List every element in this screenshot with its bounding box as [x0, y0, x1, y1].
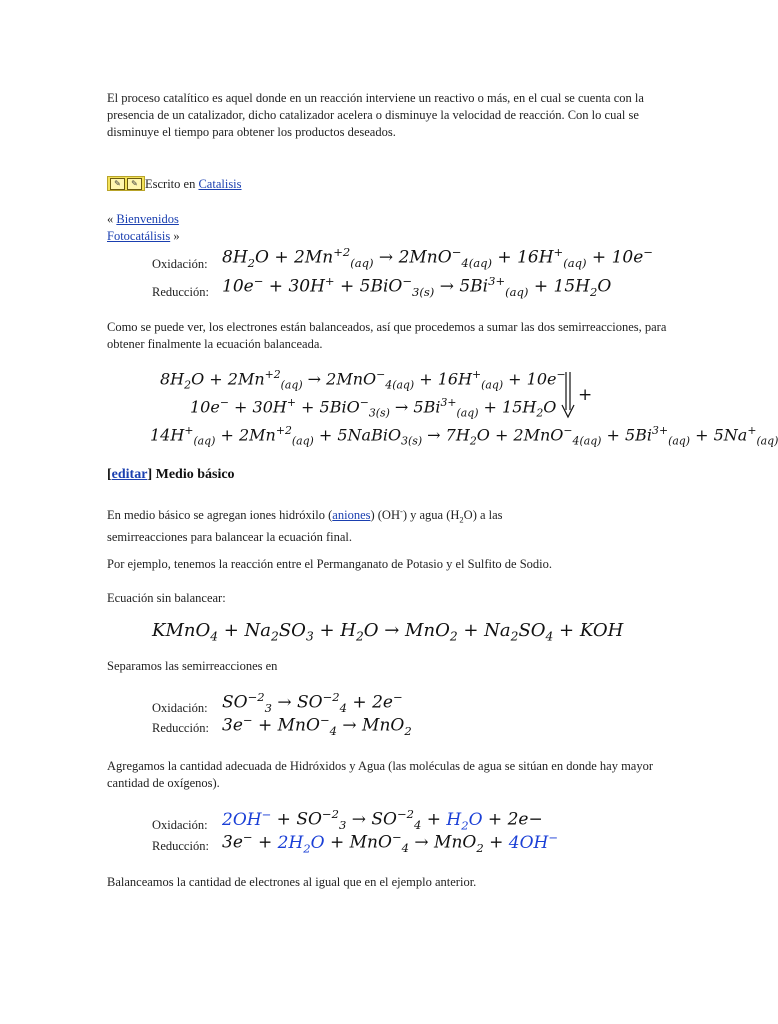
- next-post-link[interactable]: Fotocatálisis: [107, 229, 171, 243]
- section-heading: [107, 467, 235, 483]
- anions-link[interactable]: aniones: [332, 508, 371, 523]
- category-link[interactable]: Catalisis: [198, 177, 242, 191]
- basic-text-b: ) (OH: [370, 508, 400, 523]
- basic-text-e: semirreacciones para balancear la ecuación final.: [107, 529, 352, 544]
- oxidation-equation-3: $2OH^- + SO^{-2}_3 \to SO^{-2}_4 + H_2O + 2e-$: [222, 807, 543, 833]
- basic-sup: -: [400, 506, 403, 516]
- edit-bracket-close: ]: [147, 467, 153, 482]
- basic-sub: 2: [459, 514, 464, 525]
- sum-line-2: $10e^- + 30H^+ + 5BiO^-_{3(s)} \to 5Bi^{3+}_{(aq)} + 15H_2O$: [190, 396, 557, 420]
- written-in: [145, 176, 445, 193]
- double-down-arrow-icon: [561, 372, 575, 418]
- next-marker: »: [170, 229, 180, 243]
- sum-line-3: $14H^+_{(aq)} + 2Mn^{+2}_{(aq)}$ + 5NaBiO$_{3(s)}$ → $7H_2O + 2MnO^-_{4(aq)} + 5Bi^{3+}_{(aq)} + 5Na^+_{(aq)}$: [150, 424, 778, 448]
- oxidation-equation: $8H_2O + 2Mn^{+2}_{(aq)} \to 2MnO^-_{4(aq)} + 16H^+_{(aq)} + 10e^-$: [222, 245, 653, 271]
- pencil-icon[interactable]: ✎: [110, 178, 125, 190]
- balance-electrons-paragraph: Balanceamos la cantidad de electrones al igual que en el ejemplo anterior.: [107, 875, 477, 889]
- pencil-icon[interactable]: ✎: [127, 178, 142, 190]
- edit-section-link[interactable]: editar: [111, 467, 148, 482]
- oxidation-equation-2: $SO^{-2}_3 \to SO^{-2}_4 + 2e^-$: [222, 690, 403, 716]
- prev-marker: «: [107, 212, 117, 226]
- reduction-label: Reducción:: [152, 285, 209, 299]
- reduction-equation: $10e^- + 30H^+ + 5BiO^-_{3(s)} \to 5Bi^{3+}_{(aq)} + 15H_2O$: [222, 274, 612, 300]
- nav-prev: [107, 211, 667, 228]
- intro-paragraph: El proceso catalítico es aquel donde en un reacción interviene un reactivo o más, en el cual se cuenta con la presencia de un catalizador, dicho catalizador acelera o disminuye la velocidad de reacción. Con lo cual se disminuye el tiempo para obtener los productos deseados.: [107, 91, 644, 139]
- reduction-equation-2: 3e− + MnO−$_4$ → MnO$_2$: [222, 713, 412, 739]
- unbalanced-equation: KMnO$_4$ + $Na_2SO_3 + H_2O \to MnO_2 + Na_2SO_4$ + KOH: [152, 620, 624, 644]
- add-paragraph: Agregamos la cantidad adecuada de Hidróxidos y Agua (las moléculas de agua se sitúan en donde hay mayor cantidad de oxígenos).: [107, 759, 654, 790]
- edit-bracket-open: [: [107, 467, 112, 482]
- reduction-equation-3: $3e^- + 2H_2O + MnO^-_4 \to MnO_2 + 4OH^-$: [222, 830, 559, 856]
- edit-icons[interactable]: [107, 176, 145, 191]
- balanced-paragraph: Como se puede ver, los electrones están balanceados, así que procedemos a sumar las dos semirreacciones, para obtener finalmente la ecuación balanceada.: [107, 320, 667, 351]
- basic-text-c: ) y agua (H: [402, 508, 460, 523]
- oxidation-label: Oxidación:: [152, 257, 208, 271]
- nav-next: [107, 228, 667, 245]
- example-paragraph: Por ejemplo, tenemos la reacción entre el Permanganato de Potasio y el Sulfito de Sodio.: [107, 557, 553, 571]
- section-title: Medio básico: [155, 467, 235, 482]
- separate-paragraph: Separamos las semirreacciones en: [107, 659, 278, 673]
- basic-paragraph: [107, 503, 667, 546]
- plus-sign: +: [578, 385, 593, 405]
- oxidation-label-2: Oxidación:: [152, 701, 208, 715]
- oxidation-label-3: Oxidación:: [152, 818, 208, 832]
- sum-line-1: $8H_2O + 2Mn^{+2}_{(aq)} \to 2MnO^-_{4(aq)} + 16H^+_{(aq)} + 10e^-$: [160, 368, 566, 392]
- basic-text-a: En medio básico se agregan iones hidróxilo (: [107, 508, 333, 523]
- prev-post-link[interactable]: Bienvenidos: [116, 212, 179, 226]
- basic-text-d: O) a las: [463, 508, 503, 523]
- reduction-label-3: Reducción:: [152, 839, 209, 853]
- unbalanced-paragraph: Ecuación sin balancear:: [107, 591, 226, 605]
- reduction-label-2: Reducción:: [152, 721, 209, 735]
- written-in-label: Escrito en: [145, 177, 199, 191]
